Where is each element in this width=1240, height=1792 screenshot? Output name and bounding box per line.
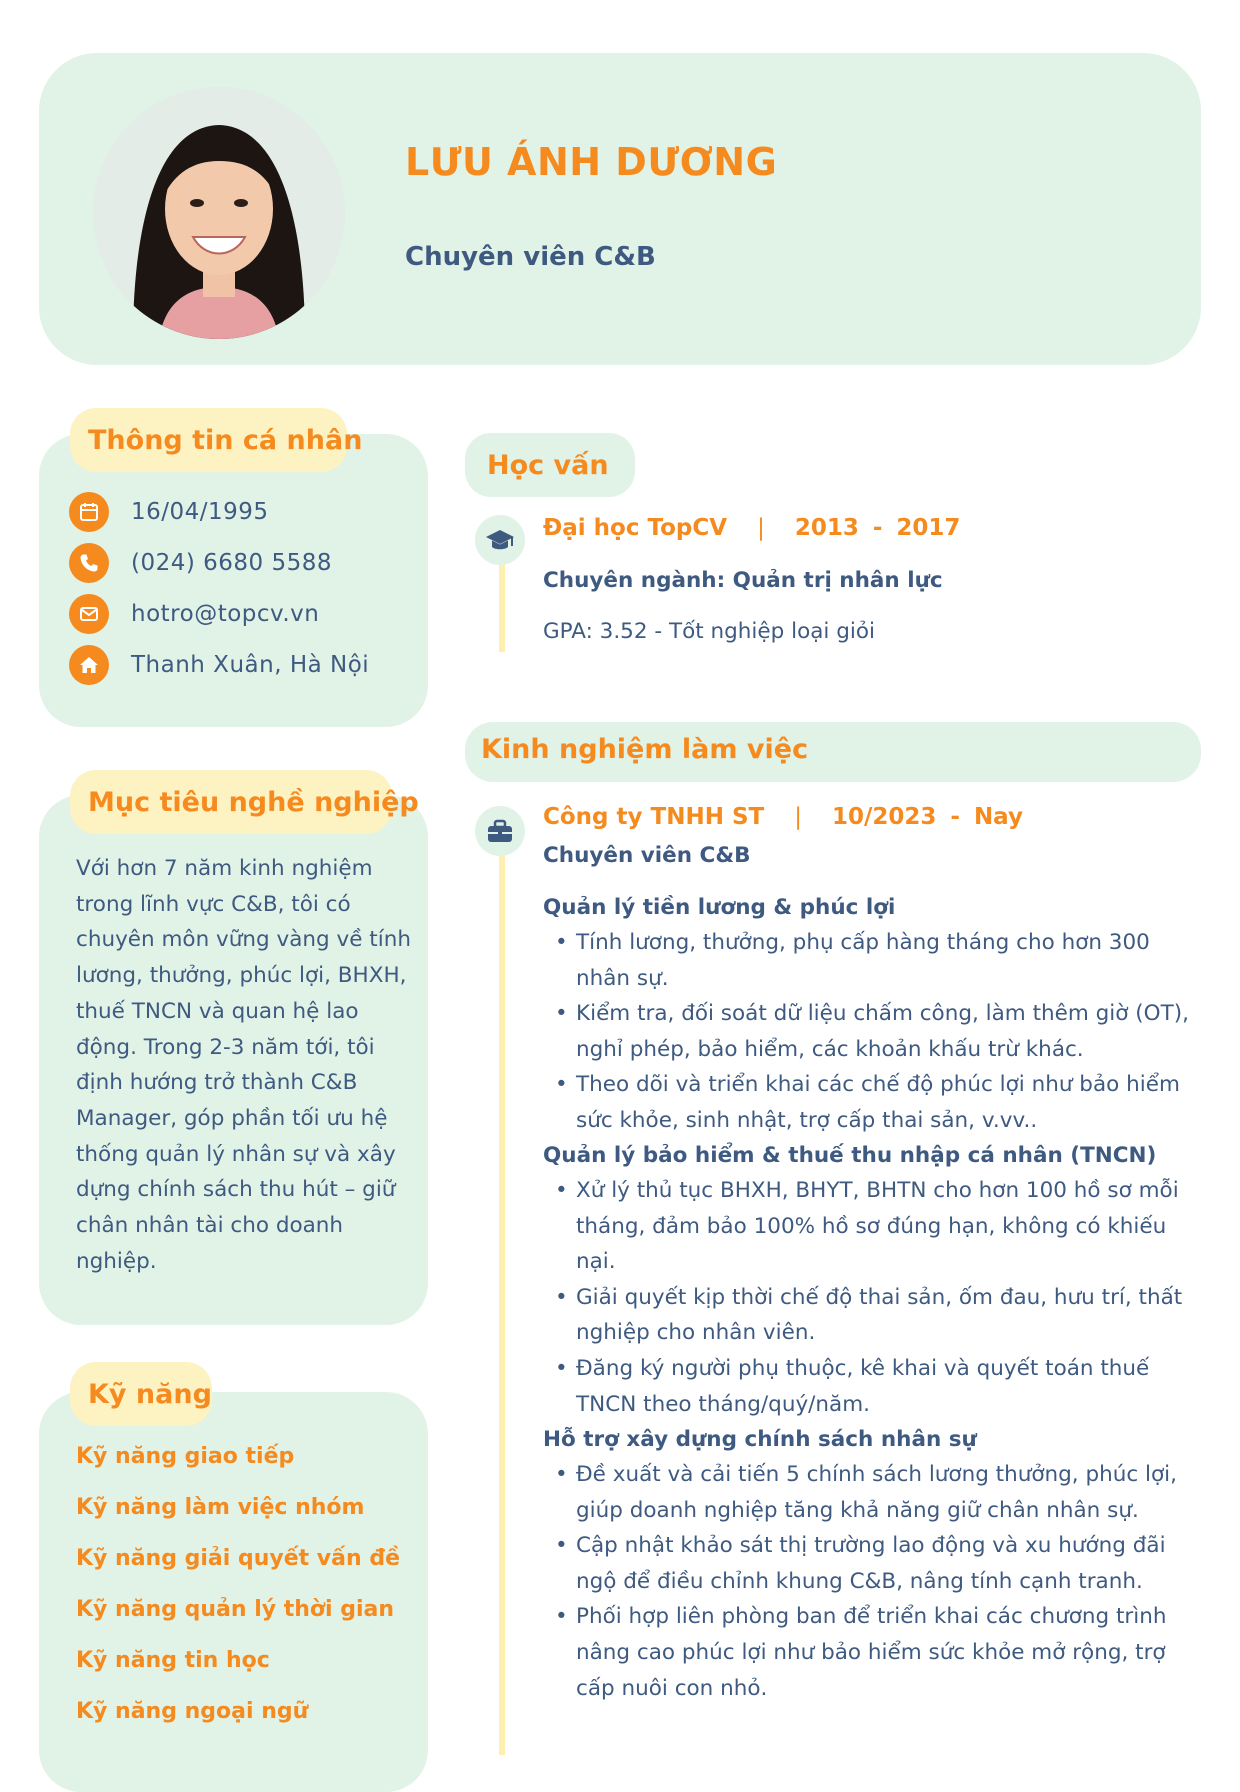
career-objective-text: Với hơn 7 năm kinh nghiệm trong lĩnh vực C&B, tôi có chuyên môn vững vàng về tính lương, thưởng, phúc lợi, BHXH, thuế TNCN và quan hệ lao động. Trong 2-3 năm tới, tôi định hướng trở thành C&B Manager, góp phần tối ưu hệ thống quản lý nhân sự và xây dựng chính sách thu hút – giữ chân nhân tài cho doanh nghiệp. bbox=[76, 856, 411, 1274]
graduation-cap-icon bbox=[484, 524, 516, 556]
skills-heading: Kỹ năng bbox=[88, 1378, 212, 1410]
education-start-year: 2013 bbox=[794, 515, 859, 541]
experience-position: Chuyên viên C&B bbox=[543, 843, 751, 868]
education-separator: | bbox=[757, 515, 765, 541]
education-heading-pill bbox=[465, 433, 635, 497]
experience-group-bullets bbox=[543, 925, 1193, 1139]
profile-photo-illustration bbox=[93, 87, 345, 339]
experience-bullet: • Phối hợp liên phòng ban để triển khai các chương trình nâng cao phúc lợi như bảo hiểm sức khỏe mở rộng, trợ cấp nuôi con nhỏ. bbox=[543, 1599, 1193, 1706]
education-end-year: 2017 bbox=[896, 515, 961, 541]
contact-birthday bbox=[69, 492, 269, 532]
skill-item: Kỹ năng giao tiếp bbox=[76, 1444, 295, 1469]
candidate-job-title: Chuyên viên C&B bbox=[405, 242, 656, 272]
experience-end: Nay bbox=[973, 804, 1023, 830]
birthday-text: 16/04/1995 bbox=[131, 499, 269, 525]
skill-item: Kỹ năng ngoại ngữ bbox=[76, 1699, 309, 1724]
personal-info-heading: Thông tin cá nhân bbox=[88, 424, 363, 456]
experience-bullet: • Xử lý thủ tục BHXH, BHYT, BHTN cho hơn 100 hồ sơ mỗi tháng, đảm bảo 100% hồ sơ đúng hạn, không có khiếu nại. bbox=[543, 1173, 1193, 1280]
calendar-icon bbox=[69, 492, 109, 532]
phone-icon bbox=[69, 543, 109, 583]
contact-phone bbox=[69, 543, 332, 583]
education-timeline-marker bbox=[475, 515, 525, 565]
education-school: Đại học TopCV bbox=[543, 515, 728, 541]
experience-bullet: • Cập nhật khảo sát thị trường lao động và xu hướng đãi ngộ để điều chỉnh khung C&B, nâng tính cạnh tranh. bbox=[543, 1528, 1193, 1599]
experience-heading: Kinh nghiệm làm việc bbox=[481, 734, 809, 765]
skill-item: Kỹ năng làm việc nhóm bbox=[76, 1495, 365, 1520]
phone-text: (024) 6680 5588 bbox=[131, 550, 333, 576]
education-major: Chuyên ngành: Quản trị nhân lực bbox=[543, 568, 943, 593]
experience-group-title: Quản lý bảo hiểm & thuế thu nhập cá nhân (TNCN) bbox=[543, 1143, 1157, 1168]
career-objective-heading: Mục tiêu nghề nghiệp bbox=[88, 786, 419, 818]
experience-separator: | bbox=[794, 804, 802, 830]
mail-icon bbox=[69, 594, 109, 634]
experience-timeline-line bbox=[499, 832, 505, 1755]
experience-dash: - bbox=[950, 804, 960, 830]
skill-item: Kỹ năng tin học bbox=[76, 1648, 270, 1673]
education-dash: - bbox=[872, 515, 883, 541]
experience-bullet: • Tính lương, thưởng, phụ cấp hàng tháng cho hơn 300 nhân sự. bbox=[543, 925, 1193, 996]
experience-group-title: Hỗ trợ xây dựng chính sách nhân sự bbox=[543, 1427, 977, 1452]
skills-heading-pill bbox=[70, 1362, 212, 1426]
education-gpa: GPA: 3.52 - Tốt nghiệp loại giỏi bbox=[543, 619, 875, 644]
experience-bullet: • Đề xuất và cải tiến 5 chính sách lương thưởng, phúc lợi, giúp doanh nghiệp tăng khả năng giữ chân nhân sự. bbox=[543, 1457, 1193, 1528]
skill-item: Kỹ năng giải quyết vấn đề bbox=[76, 1546, 400, 1571]
experience-company: Công ty TNHH ST bbox=[543, 804, 765, 830]
personal-info-heading-pill bbox=[70, 408, 363, 472]
experience-bullet: • Đăng ký người phụ thuộc, kê khai và quyết toán thuế TNCN theo tháng/quý/năm. bbox=[543, 1351, 1193, 1422]
experience-company-line bbox=[543, 804, 1023, 830]
skill-item: Kỹ năng quản lý thời gian bbox=[76, 1597, 395, 1622]
education-school-line bbox=[543, 515, 960, 541]
experience-timeline-marker bbox=[475, 806, 525, 856]
experience-start: 10/2023 bbox=[831, 804, 937, 830]
experience-bullet: • Giải quyết kịp thời chế độ thai sản, ốm đau, hưu trí, thất nghiệp cho nhân viên. bbox=[543, 1280, 1193, 1351]
home-icon bbox=[69, 645, 109, 685]
contact-email bbox=[69, 594, 319, 634]
experience-bullet: • Kiểm tra, đối soát dữ liệu chấm công, làm thêm giờ (OT), nghỉ phép, bảo hiểm, các khoản khấu trừ khác. bbox=[543, 996, 1193, 1067]
experience-group-bullets bbox=[543, 1173, 1193, 1422]
candidate-name: LƯU ÁNH DƯƠNG bbox=[405, 140, 778, 184]
experience-group-title: Quản lý tiền lương & phúc lợi bbox=[543, 895, 896, 920]
briefcase-icon bbox=[484, 815, 516, 847]
experience-group-bullets bbox=[543, 1457, 1193, 1706]
contact-address bbox=[69, 645, 369, 685]
career-objective-heading-pill bbox=[70, 770, 419, 834]
profile-photo bbox=[93, 87, 345, 339]
education-heading: Học vấn bbox=[487, 449, 609, 481]
experience-bullet: • Theo dõi và triển khai các chế độ phúc lợi như bảo hiểm sức khỏe, sinh nhật, trợ cấp thai sản, v.vv.. bbox=[543, 1067, 1193, 1138]
email-text: hotro@topcv.vn bbox=[131, 601, 320, 627]
address-text: Thanh Xuân, Hà Nội bbox=[131, 652, 370, 678]
